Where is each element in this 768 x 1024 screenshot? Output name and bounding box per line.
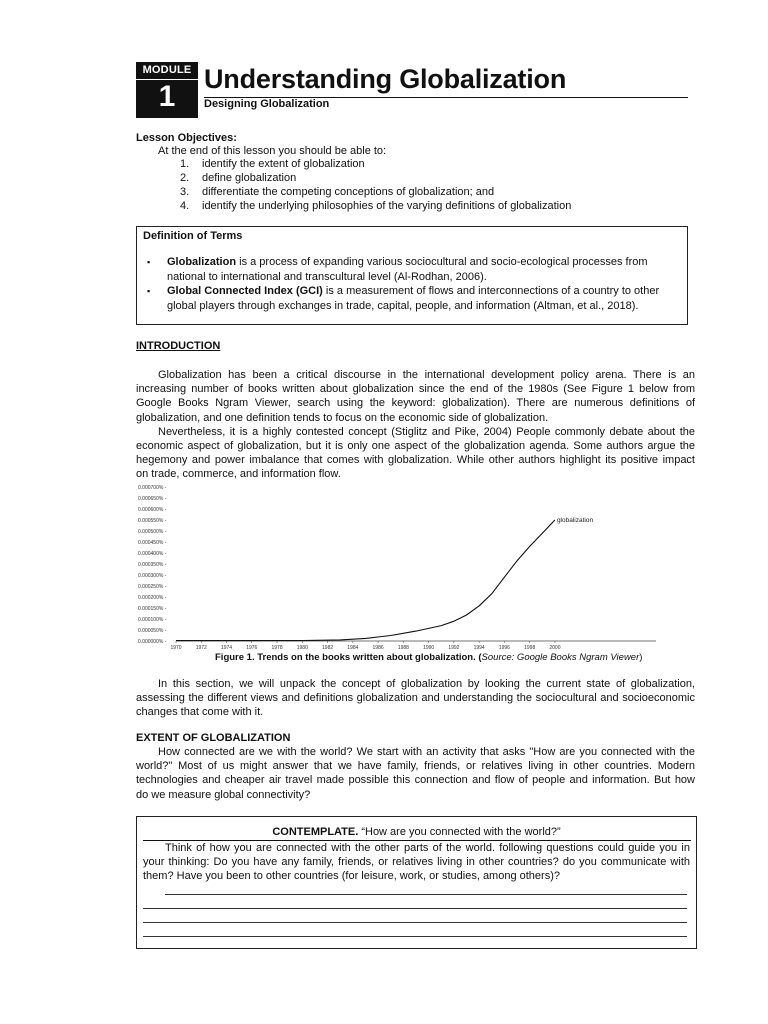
definition-term: Globalization [167, 256, 237, 268]
x-tick-label: 1996 [498, 645, 510, 651]
bullet-icon: ▪ [147, 257, 151, 267]
definition-text: is a measurement of flows and interconnections of a country to other [322, 285, 660, 297]
definition-item-gci [147, 284, 687, 313]
x-tick-label: 1988 [397, 645, 409, 651]
y-tick-label: 0.000400% - [138, 551, 167, 557]
text-line: economic aspect of globalization, but it is only one aspect of the globalization agenda. Some authors argue the [136, 440, 695, 453]
objective-item [180, 171, 571, 185]
series-label: globalization [556, 517, 594, 524]
contemplate-question: “How are you connected with the world?” [358, 826, 561, 838]
module-number: 1 [158, 80, 176, 113]
text-line: on trade, commerce, and information flow. [136, 468, 341, 481]
section-paragraph [136, 677, 695, 720]
y-tick-label: 0.000250% - [138, 584, 167, 590]
x-tick-label: 1994 [473, 645, 485, 651]
definition-heading: Definition of Terms [143, 230, 243, 242]
y-tick-label: 0.000150% - [138, 606, 167, 612]
x-tick-label: 2000 [549, 645, 561, 651]
text-line: technologies and cheaper air travel made possible this connection and flow of people and information. But how [136, 774, 695, 787]
x-tick-label: 1990 [423, 645, 435, 651]
x-tick-label: 1998 [524, 645, 536, 651]
objective-number: 2. [180, 172, 190, 184]
ngram-chart [136, 482, 696, 654]
y-tick-label: 0.000350% - [138, 562, 167, 568]
text-line: Globalization has been a critical discourse in the international development policy arena. There is an [158, 369, 695, 381]
text-line: world?" Most of us might answer that we have family, friends, or relatives living in other countries. Modern [136, 760, 695, 773]
text-line: Think of how you are connected with the other parts of the world. following questions could guide you in [165, 842, 690, 854]
objective-item [180, 157, 571, 171]
definition-item-globalization [147, 255, 687, 284]
x-tick-label: 1978 [271, 645, 283, 651]
objective-text: define globalization [202, 172, 297, 184]
caption-end: ) [639, 652, 643, 663]
text-line: them? Have you been to other countries (for leisure, work, or studies, among others)? [143, 870, 560, 883]
answer-line[interactable] [165, 894, 687, 895]
text-line: changes that come with it. [136, 706, 264, 719]
page-subtitle: Designing Globalization [204, 98, 330, 110]
contemplate-text [143, 841, 690, 884]
y-tick-label: 0.000600% - [138, 507, 167, 513]
extent-paragraph [136, 745, 695, 802]
definition-text: is a process of expanding various sociocultural and socio-ecological processes from [236, 256, 648, 268]
x-tick-label: 1986 [372, 645, 384, 651]
x-tick-label: 1970 [170, 645, 182, 651]
definition-text-continued: national to international and transcultural level (Al-Rodhan, 2006). [167, 270, 487, 283]
answer-line[interactable] [143, 936, 687, 937]
text-line: your thinking: Do you have any family, friends, or relatives living in other countries? do you communicate with [143, 856, 690, 869]
objective-number: 1. [180, 158, 190, 170]
objectives-list [180, 157, 571, 213]
text-line: globalization, and one definition tends to focus on the economic side of globalization. [136, 411, 549, 424]
series-line [176, 520, 555, 641]
objective-text: identify the underlying philosophies of the varying definitions of globalization [202, 200, 572, 212]
caption-source: Source: Google Books Ngram Viewer [481, 652, 640, 663]
objective-item [180, 199, 571, 213]
objectives-intro: At the end of this lesson you should be able to: [158, 145, 387, 157]
caption-description: . Trends on the books written about globalization. ( [251, 652, 482, 663]
y-tick-label: 0.000050% - [138, 628, 167, 634]
text-line: hegemony and power imbalance that comes with globalization. While other authors highlight its positive impact [136, 454, 695, 467]
x-tick-label: 1976 [246, 645, 258, 651]
module-badge [136, 62, 198, 118]
text-line: Google Books Ngram Viewer, search using the keyword: globalization). There are numerous definitions of [136, 397, 695, 410]
bullet-icon: ▪ [147, 286, 151, 296]
contemplate-title [137, 826, 696, 838]
y-tick-label: 0.000700% - [138, 485, 167, 491]
definition-text-continued: global players through exchanges in trade, capital, people, and information (Altman, et al., 2018). [167, 299, 639, 312]
figure-caption [215, 652, 642, 663]
page-title: Understanding Globalization [204, 64, 567, 94]
x-tick-label: 1984 [347, 645, 359, 651]
caption-label: Figure 1 [215, 652, 252, 663]
text-line: increasing number of books written about globalization since the end of the 1980s (See Figure 1 below from [136, 383, 695, 396]
x-tick-label: 1972 [195, 645, 207, 651]
y-tick-label: 0.000300% - [138, 573, 167, 579]
y-tick-label: 0.000550% - [138, 518, 167, 524]
module-label: MODULE [142, 64, 192, 76]
introduction-paragraph-1 [136, 368, 695, 482]
y-tick-label: 0.000200% - [138, 595, 167, 601]
x-tick-label: 1982 [322, 645, 334, 651]
text-line: In this section, we will unpack the concept of globalization by looking the current state of globalization, [158, 678, 695, 690]
x-tick-label: 1980 [296, 645, 308, 651]
text-line: do we measure global connectivity? [136, 788, 311, 801]
y-tick-label: 0.000100% - [138, 617, 167, 623]
definition-term: Global Connected Index (GCI) [167, 285, 323, 297]
y-tick-label: 0.000650% - [138, 496, 167, 502]
contemplate-label: CONTEMPLATE. [272, 826, 359, 838]
objective-text: differentiate the competing conceptions of globalization; and [202, 186, 495, 198]
x-tick-label: 1974 [220, 645, 233, 651]
objective-number: 3. [180, 186, 190, 198]
y-tick-label: 0.000500% - [138, 529, 167, 535]
extent-heading: EXTENT OF GLOBALIZATION [136, 732, 291, 744]
objectives-heading: Lesson Objectives: [136, 132, 237, 144]
x-tick-label: 1992 [448, 645, 460, 651]
text-line: assessing the different views and definitions globalization and understanding the sociocultural and socioeconomic [136, 692, 695, 705]
introduction-heading: INTRODUCTION [136, 340, 221, 352]
contemplate-box [136, 816, 697, 949]
definition-box [136, 226, 688, 325]
answer-line[interactable] [143, 922, 687, 923]
y-tick-label: 0.000000% - [138, 639, 167, 645]
objective-number: 4. [180, 200, 190, 212]
text-line: Nevertheless, it is a highly contested concept (Stiglitz and Pike, 2004) People commonly debate about the [158, 425, 695, 438]
text-line: How connected are we with the world? We start with an activity that asks "How are you connected with the [158, 746, 695, 758]
answer-line[interactable] [143, 908, 687, 909]
y-tick-label: 0.000450% - [138, 540, 167, 546]
objective-text: identify the extent of globalization [202, 158, 365, 170]
objective-item [180, 185, 571, 199]
